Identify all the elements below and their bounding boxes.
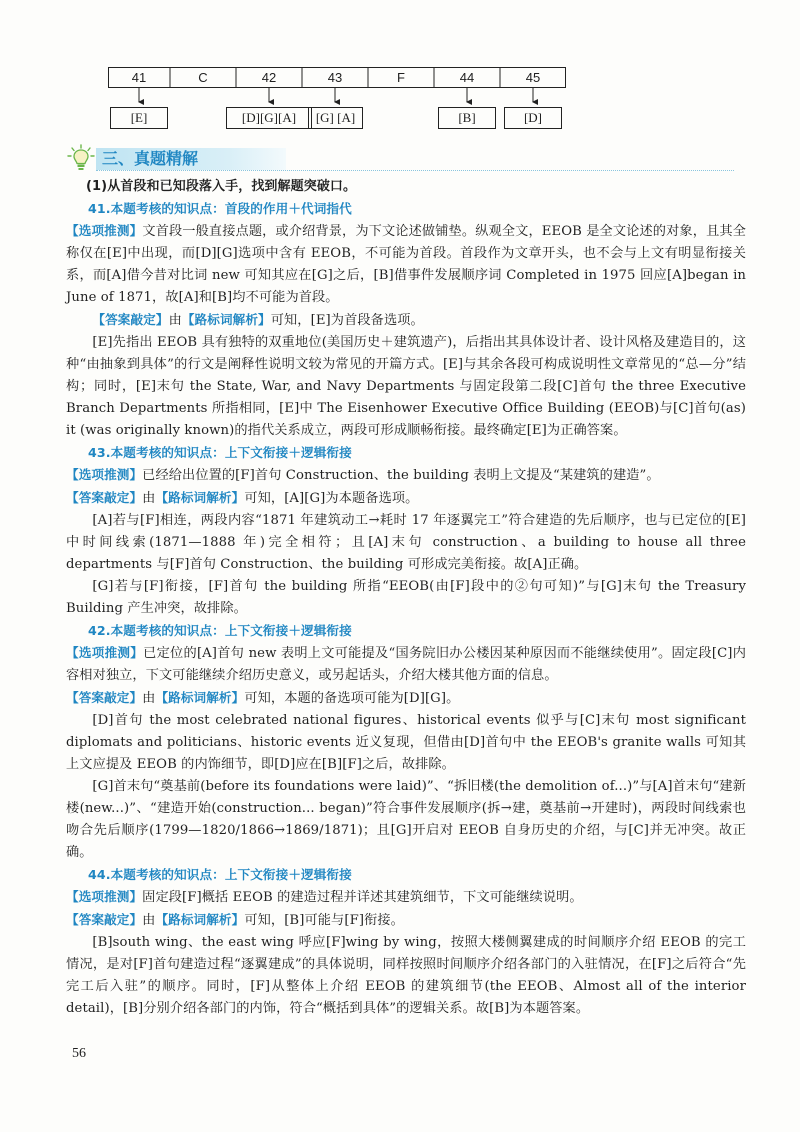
diagram-cell: 45 xyxy=(525,70,541,85)
answer-text: 可知，本题的备选项可能为[D][G]。 xyxy=(244,691,460,706)
diagram-cell: 43 xyxy=(327,70,343,85)
diagram-answer: [D][G][A] xyxy=(241,110,297,125)
page-number: 56 xyxy=(72,1046,86,1061)
question-41-paragraph: [E]先指出 EEOB 具有独特的双重地位(美国历史＋建筑遗产)，后指出其具体设计者、设计风格及建造目的，这种“由抽象到具体”的行文是阐释性说明文较为常见的开篇方式。[E]与其余各段可构成说明性文章常见的“总—分”结构；同时，[E]末句 the State, War, and Navy Departments 与固定段第二段[C]首句 the three Executive Branch Departments 所指相同，[E]中 The Eisenhower Executive Office Building (EEOB)与[C]首句(as) it (was originally known)的指代关系成立，两段可形成顺畅衔接。最终确定[E]为正确答案。 xyxy=(66,335,746,438)
order-diagram xyxy=(108,64,566,134)
inference-text: 固定段[F]概括 EEOB 的建造过程并详述其建筑细节，下文可能继续说明。 xyxy=(142,890,583,905)
diagram-answer: [B] xyxy=(458,110,476,125)
diagram-cell: 42 xyxy=(261,70,277,85)
question-44-heading: 44.本题考核的知识点：上下文衔接＋逻辑衔接 xyxy=(88,867,352,882)
keyword-tag: 【路标词解析】 xyxy=(155,690,245,705)
question-44-answer xyxy=(66,909,746,932)
keyword-tag: 【路标词解析】 xyxy=(181,312,271,327)
question-43-paragraph-2: [G]若与[F]衔接，[F]首句 the building 所指“EEOB(由[F]段中的②句可知)”与[G]末句 the Treasury Building 产生冲突，故排除。 xyxy=(66,579,746,616)
question-43-paragraph-1: [A]若与[F]相连，两段内容“1871 年建筑动工→耗时 17 年逐翼完工”符合建造的先后顺序，也与已定位的[E]中时间线索(1871—1888 年)完全相符；且[A]末句 construction、a building to house all three departments 与[F]首句 Construction、the building 可形成完美衔接。故[A]正确。 xyxy=(66,513,746,572)
answer-prefix: 由 xyxy=(142,691,156,706)
inference-text: 文首段一般直接点题，或介绍背景，为下文论述做铺垫。纵观全文，EEOB 是全文论述的对象，且其全称仅在[E]中出现，而[D][G]选项中含有 EEOB，不可能为首段。首段作为文章开头，也不会与上文有明显衔接关系，而[A]借今昔对比词 new 可知其应在[G]之后，[B]借事件发展顺序词 Completed in 1975 回应[A]began in June of 1871，故[A]和[B]均不可能为首段。 xyxy=(66,224,746,305)
question-43-inference xyxy=(66,464,746,487)
question-42-answer xyxy=(66,687,746,710)
diagram-answer: [G] [A] xyxy=(315,110,356,125)
option-inference-tag: 【选项推测】 xyxy=(66,223,143,238)
diagram-cell: 44 xyxy=(459,70,475,85)
question-42-heading: 42.本题考核的知识点：上下文衔接＋逻辑衔接 xyxy=(88,623,352,638)
answer-tag: 【答案敲定】 xyxy=(66,912,143,927)
answer-tag: 【答案敲定】 xyxy=(66,490,143,505)
step-heading: (1)从首段和已知段落入手，找到解题突破口。 xyxy=(86,179,357,194)
question-43-heading: 43.本题考核的知识点：上下文衔接＋逻辑衔接 xyxy=(88,445,352,460)
question-41-heading: 41.本题考核的知识点：首段的作用＋代词指代 xyxy=(88,201,352,216)
answer-text: 可知，[A][G]为本题备选项。 xyxy=(244,491,419,506)
keyword-tag: 【路标词解析】 xyxy=(155,912,245,927)
diagram-cell: F xyxy=(397,70,405,85)
inference-text: 已经给出位置的[F]首句 Construction、the building 表明上文提及“某建筑的建造”。 xyxy=(142,468,660,483)
keyword-tag: 【路标词解析】 xyxy=(155,490,245,505)
inference-text: 已定位的[A]首句 new 表明上文可能提及“国务院旧办公楼因某种原因而不能继续使用”。固定段[C]内容相对独立，下文可能继续介绍历史意义，或另起话头，介绍大楼其他方面的信息。 xyxy=(66,646,746,683)
section-title: 三、真题精解 xyxy=(102,149,199,168)
section-header xyxy=(66,144,734,172)
question-43-answer xyxy=(66,487,746,510)
diagram-cell: C xyxy=(198,70,208,85)
question-42-paragraph-2: [G]首末句“奠基前(before its foundations were laid)”、“拆旧楼(the demolition of...)”与[A]首末句“建新楼(new...)”、“建造开始(construction... began)”符合事件发展顺序(拆→建，奠基前→开建时)，两段时间线索也吻合先后顺序(1799—1820/1866→1869/1871)；且[G]开启对 EEOB 自身历史的介绍，与[C]并无冲突。故正确。 xyxy=(66,779,746,860)
option-inference-tag: 【选项推测】 xyxy=(66,645,144,660)
answer-prefix: 由 xyxy=(168,313,182,328)
diagram-answer: [E] xyxy=(130,110,148,125)
answer-prefix: 由 xyxy=(142,913,156,928)
answer-tag: 【答案敲定】 xyxy=(92,312,169,327)
answer-prefix: 由 xyxy=(142,491,156,506)
section-rule xyxy=(96,170,734,171)
question-44-paragraph: [B]south wing、the east wing 呼应[F]wing by wing，按照大楼侧翼建成的时间顺序介绍 EEOB 的完工情况，是对[F]首句建造过程“逐翼建成”的具体说明，同样按照时间顺序介绍各部门的入驻情况，在[F]之后符合“先完工后入驻”的顺序。同时，[F]从整体上介绍 EEOB 的建筑细节(the EEOB、Almost all of the interior detail)，[B]分别介绍各部门的内饰，符合“概括到具体”的逻辑关系。故[B]为本题答案。 xyxy=(66,935,746,1016)
question-41-answer xyxy=(66,309,746,332)
question-41-inference xyxy=(66,220,746,309)
diagram-cell: 41 xyxy=(131,70,147,85)
option-inference-tag: 【选项推测】 xyxy=(66,889,143,904)
question-42-paragraph-1: [D]首句 the most celebrated national figures、historical events 似乎与[C]末句 most significant diplomats and politicians、historic events 近义复现，但借由[D]首句中 the EEOB's granite walls 可知其上文应提及 EEOB 的内饰细节，即[D]应在[B][F]之后，故排除。 xyxy=(66,713,746,772)
option-inference-tag: 【选项推测】 xyxy=(66,467,143,482)
diagram-answer: [D] xyxy=(523,110,543,125)
question-42-inference xyxy=(66,642,746,687)
answer-text: 可知，[E]为首段备选项。 xyxy=(270,313,424,328)
question-44-inference xyxy=(66,886,746,909)
lightbulb-icon xyxy=(66,144,96,172)
answer-content xyxy=(66,176,746,1020)
answer-text: 可知，[B]可能与[F]衔接。 xyxy=(244,913,404,928)
answer-tag: 【答案敲定】 xyxy=(66,690,143,705)
